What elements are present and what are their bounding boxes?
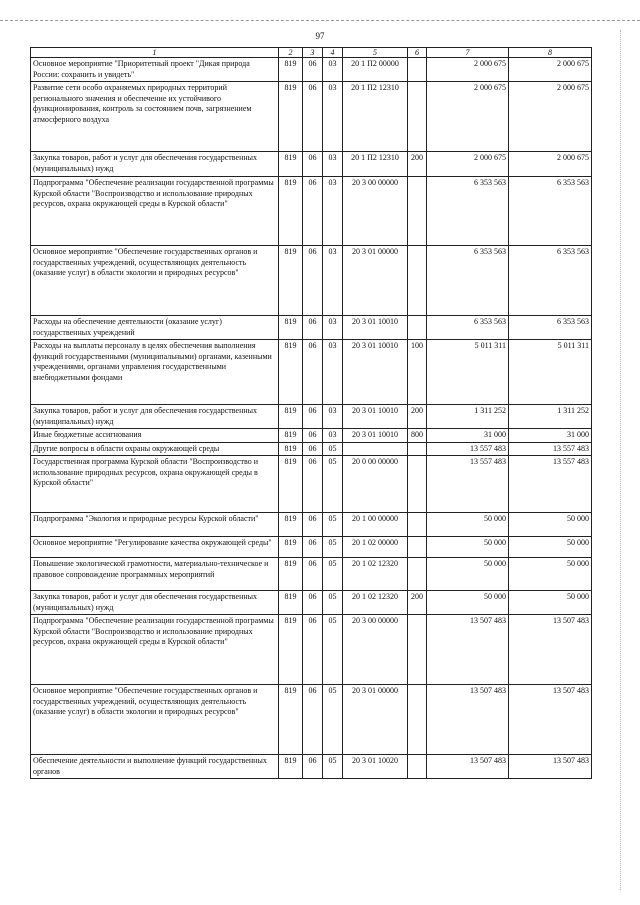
col-8-value: 2 000 675 bbox=[509, 152, 592, 177]
col-5-value: 20 3 01 10010 bbox=[343, 316, 408, 340]
col-4-value: 05 bbox=[323, 513, 343, 537]
col-3-value: 06 bbox=[303, 685, 323, 755]
col-4-value: 05 bbox=[323, 591, 343, 615]
col-7-value: 13 507 483 bbox=[427, 685, 509, 755]
col-8-value: 50 000 bbox=[509, 513, 592, 537]
col-7-value: 50 000 bbox=[427, 513, 509, 537]
col-2-value: 819 bbox=[279, 456, 303, 513]
col-4-value: 03 bbox=[323, 58, 343, 82]
table-row bbox=[31, 685, 592, 755]
col-2-value: 819 bbox=[279, 685, 303, 755]
col-8-value: 50 000 bbox=[509, 591, 592, 615]
col-5-value: 20 1 П2 12310 bbox=[343, 152, 408, 177]
col-3-value: 06 bbox=[303, 456, 323, 513]
col-7-value: 50 000 bbox=[427, 558, 509, 591]
top-cut-line bbox=[0, 20, 640, 21]
col-4-value: 05 bbox=[323, 442, 343, 456]
col-4-value: 03 bbox=[323, 405, 343, 429]
row-name: Развитие сети особо охраняемых природных территорий регионального значения и обеспечение их устойчивого функционирования, контроль за состоянием почв, загрязнением атмосферного воздуха bbox=[31, 82, 279, 152]
col-5-value: 20 1 П2 00000 bbox=[343, 58, 408, 82]
col-3-value: 06 bbox=[303, 591, 323, 615]
col-3-value: 06 bbox=[303, 615, 323, 685]
col-6-value bbox=[408, 513, 427, 537]
table-row bbox=[31, 177, 592, 246]
table-row bbox=[31, 82, 592, 152]
col-4-value: 03 bbox=[323, 316, 343, 340]
col-5-value bbox=[343, 442, 408, 456]
col-8-value: 1 311 252 bbox=[509, 405, 592, 429]
col-4-value: 03 bbox=[323, 340, 343, 405]
col-7-value: 50 000 bbox=[427, 537, 509, 558]
col-2-value: 819 bbox=[279, 58, 303, 82]
col-8-value: 31 000 bbox=[509, 429, 592, 443]
col-7-value: 13 557 483 bbox=[427, 442, 509, 456]
col-6-value: 800 bbox=[408, 429, 427, 443]
col-2-value: 819 bbox=[279, 755, 303, 779]
col-3-value: 06 bbox=[303, 152, 323, 177]
col-5-value: 20 1 П2 12310 bbox=[343, 82, 408, 152]
col-6-value bbox=[408, 442, 427, 456]
right-margin-line bbox=[620, 30, 621, 890]
row-name: Закупка товаров, работ и услуг для обеспечения государственных (муниципальных) нужд bbox=[31, 405, 279, 429]
col-7-value: 13 507 483 bbox=[427, 755, 509, 779]
col-6-value: 100 bbox=[408, 340, 427, 405]
table-row bbox=[31, 615, 592, 685]
col-8-value: 50 000 bbox=[509, 537, 592, 558]
col-5-value: 20 3 01 10020 bbox=[343, 755, 408, 779]
col-4-value: 05 bbox=[323, 685, 343, 755]
col-2-value: 819 bbox=[279, 429, 303, 443]
table-row bbox=[31, 513, 592, 537]
row-name: Расходы на выплаты персоналу в целях обеспечения выполнения функций государственными (муниципальными) органами, казенными учреждениями, органами управления государственными внебюджетными фондами bbox=[31, 340, 279, 405]
col-8-value: 6 353 563 bbox=[509, 177, 592, 246]
col-7-value: 13 507 483 bbox=[427, 615, 509, 685]
col-5-value: 20 0 00 00000 bbox=[343, 456, 408, 513]
col-7-value: 31 000 bbox=[427, 429, 509, 443]
col-3-value: 06 bbox=[303, 177, 323, 246]
col-3-value: 06 bbox=[303, 755, 323, 779]
col-7-value: 50 000 bbox=[427, 591, 509, 615]
col-8-value: 5 011 311 bbox=[509, 340, 592, 405]
table-row bbox=[31, 558, 592, 591]
col-5-value: 20 3 01 10010 bbox=[343, 340, 408, 405]
table-row bbox=[31, 537, 592, 558]
col-5-value: 20 3 00 00000 bbox=[343, 615, 408, 685]
col-2-value: 819 bbox=[279, 82, 303, 152]
col-3-value: 06 bbox=[303, 442, 323, 456]
table-body bbox=[31, 58, 592, 779]
column-header: 4 bbox=[323, 48, 343, 58]
row-name: Подпрограмма "Экология и природные ресурсы Курской области" bbox=[31, 513, 279, 537]
budget-table bbox=[30, 47, 592, 779]
col-6-value: 200 bbox=[408, 152, 427, 177]
col-7-value: 5 011 311 bbox=[427, 340, 509, 405]
col-8-value: 13 507 483 bbox=[509, 685, 592, 755]
col-3-value: 06 bbox=[303, 246, 323, 316]
col-6-value bbox=[408, 58, 427, 82]
col-2-value: 819 bbox=[279, 591, 303, 615]
col-5-value: 20 3 01 00000 bbox=[343, 685, 408, 755]
col-8-value: 6 353 563 bbox=[509, 316, 592, 340]
col-8-value: 6 353 563 bbox=[509, 246, 592, 316]
row-name: Закупка товаров, работ и услуг для обеспечения государственных (муниципальных) нужд bbox=[31, 152, 279, 177]
col-6-value bbox=[408, 177, 427, 246]
col-4-value: 03 bbox=[323, 246, 343, 316]
col-7-value: 2 000 675 bbox=[427, 58, 509, 82]
row-name: Другие вопросы в области охраны окружающей среды bbox=[31, 442, 279, 456]
col-2-value: 819 bbox=[279, 442, 303, 456]
col-3-value: 06 bbox=[303, 340, 323, 405]
row-name: Подпрограмма "Обеспечение реализации государственной программы Курской области "Воспроизводство и использование природных ресурсов, охрана окружающей среды в Курской области" bbox=[31, 615, 279, 685]
col-2-value: 819 bbox=[279, 177, 303, 246]
table-row bbox=[31, 755, 592, 779]
table-row bbox=[31, 442, 592, 456]
col-2-value: 819 bbox=[279, 513, 303, 537]
column-header: 6 bbox=[408, 48, 427, 58]
row-name: Подпрограмма "Обеспечение реализации государственной программы Курской области "Воспроизводство и использование природных ресурсов, охрана окружающей среды в Курской области" bbox=[31, 177, 279, 246]
col-2-value: 819 bbox=[279, 152, 303, 177]
col-6-value: 200 bbox=[408, 591, 427, 615]
col-2-value: 819 bbox=[279, 537, 303, 558]
col-5-value: 20 3 00 00000 bbox=[343, 177, 408, 246]
row-name: Основное мероприятие "Регулирование качества окружающей среды" bbox=[31, 537, 279, 558]
col-4-value: 05 bbox=[323, 558, 343, 591]
col-7-value: 1 311 252 bbox=[427, 405, 509, 429]
col-6-value bbox=[408, 755, 427, 779]
table-row bbox=[31, 456, 592, 513]
row-name: Основное мероприятие "Обеспечение государственных органов и государственных учреждений, осуществляющих деятельность (оказание услуг) в области экологии и природных ресурсов" bbox=[31, 685, 279, 755]
col-3-value: 06 bbox=[303, 58, 323, 82]
col-4-value: 05 bbox=[323, 456, 343, 513]
table-row bbox=[31, 340, 592, 405]
table-row bbox=[31, 152, 592, 177]
col-8-value: 13 557 483 bbox=[509, 456, 592, 513]
col-6-value bbox=[408, 615, 427, 685]
table-row bbox=[31, 591, 592, 615]
col-6-value: 200 bbox=[408, 405, 427, 429]
col-6-value bbox=[408, 456, 427, 513]
col-7-value: 6 353 563 bbox=[427, 246, 509, 316]
column-header: 7 bbox=[427, 48, 509, 58]
col-4-value: 05 bbox=[323, 615, 343, 685]
col-3-value: 06 bbox=[303, 82, 323, 152]
col-3-value: 06 bbox=[303, 405, 323, 429]
col-6-value bbox=[408, 537, 427, 558]
col-5-value: 20 3 01 00000 bbox=[343, 246, 408, 316]
table-row bbox=[31, 316, 592, 340]
col-8-value: 50 000 bbox=[509, 558, 592, 591]
col-5-value: 20 1 02 12320 bbox=[343, 558, 408, 591]
col-2-value: 819 bbox=[279, 316, 303, 340]
table-row bbox=[31, 58, 592, 82]
col-6-value bbox=[408, 685, 427, 755]
col-3-value: 06 bbox=[303, 429, 323, 443]
col-7-value: 6 353 563 bbox=[427, 316, 509, 340]
col-2-value: 819 bbox=[279, 615, 303, 685]
col-4-value: 05 bbox=[323, 755, 343, 779]
row-name: Основное мероприятие "Обеспечение государственных органов и государственных учреждений, осуществляющих деятельность (оказание услуг) в области экологии и природных ресурсов" bbox=[31, 246, 279, 316]
col-3-value: 06 bbox=[303, 316, 323, 340]
column-header: 2 bbox=[279, 48, 303, 58]
col-8-value: 2 000 675 bbox=[509, 58, 592, 82]
col-2-value: 819 bbox=[279, 558, 303, 591]
col-7-value: 13 557 483 bbox=[427, 456, 509, 513]
row-name: Повышение экологической грамотности, материально-техническое и правовое сопровождение программных мероприятий bbox=[31, 558, 279, 591]
column-header: 8 bbox=[509, 48, 592, 58]
col-6-value bbox=[408, 558, 427, 591]
col-4-value: 03 bbox=[323, 82, 343, 152]
col-4-value: 03 bbox=[323, 152, 343, 177]
col-5-value: 20 1 02 12320 bbox=[343, 591, 408, 615]
col-7-value: 2 000 675 bbox=[427, 82, 509, 152]
col-4-value: 05 bbox=[323, 537, 343, 558]
col-6-value bbox=[408, 82, 427, 152]
col-7-value: 2 000 675 bbox=[427, 152, 509, 177]
col-2-value: 819 bbox=[279, 246, 303, 316]
column-header: 1 bbox=[31, 48, 279, 58]
row-name: Основное мероприятие "Приоритетный проект "Дикая природа России: сохранить и увидеть" bbox=[31, 58, 279, 82]
col-6-value bbox=[408, 316, 427, 340]
col-8-value: 2 000 675 bbox=[509, 82, 592, 152]
row-name: Закупка товаров, работ и услуг для обеспечения государственных (муниципальных) нужд bbox=[31, 591, 279, 615]
col-3-value: 06 bbox=[303, 513, 323, 537]
col-2-value: 819 bbox=[279, 405, 303, 429]
col-2-value: 819 bbox=[279, 340, 303, 405]
table-row bbox=[31, 429, 592, 443]
col-4-value: 03 bbox=[323, 177, 343, 246]
col-7-value: 6 353 563 bbox=[427, 177, 509, 246]
col-4-value: 03 bbox=[323, 429, 343, 443]
table-row bbox=[31, 246, 592, 316]
col-5-value: 20 3 01 10010 bbox=[343, 429, 408, 443]
page-number: 97 bbox=[315, 31, 325, 41]
col-5-value: 20 1 02 00000 bbox=[343, 537, 408, 558]
col-8-value: 13 507 483 bbox=[509, 615, 592, 685]
table-row bbox=[31, 405, 592, 429]
col-6-value bbox=[408, 246, 427, 316]
header-row bbox=[31, 48, 592, 58]
col-8-value: 13 557 483 bbox=[509, 442, 592, 456]
col-5-value: 20 1 00 00000 bbox=[343, 513, 408, 537]
col-8-value: 13 507 483 bbox=[509, 755, 592, 779]
row-name: Иные бюджетные ассигнования bbox=[31, 429, 279, 443]
row-name: Государственная программа Курской области "Воспроизводство и использование природных ресурсов, охрана окружающей среды в Курской области" bbox=[31, 456, 279, 513]
column-header: 5 bbox=[343, 48, 408, 58]
row-name: Расходы на обеспечение деятельности (оказание услуг) государственных учреждений bbox=[31, 316, 279, 340]
row-name: Обеспечение деятельности и выполнение функций государственных органов bbox=[31, 755, 279, 779]
col-3-value: 06 bbox=[303, 537, 323, 558]
col-5-value: 20 3 01 10010 bbox=[343, 405, 408, 429]
col-3-value: 06 bbox=[303, 558, 323, 591]
column-header: 3 bbox=[303, 48, 323, 58]
